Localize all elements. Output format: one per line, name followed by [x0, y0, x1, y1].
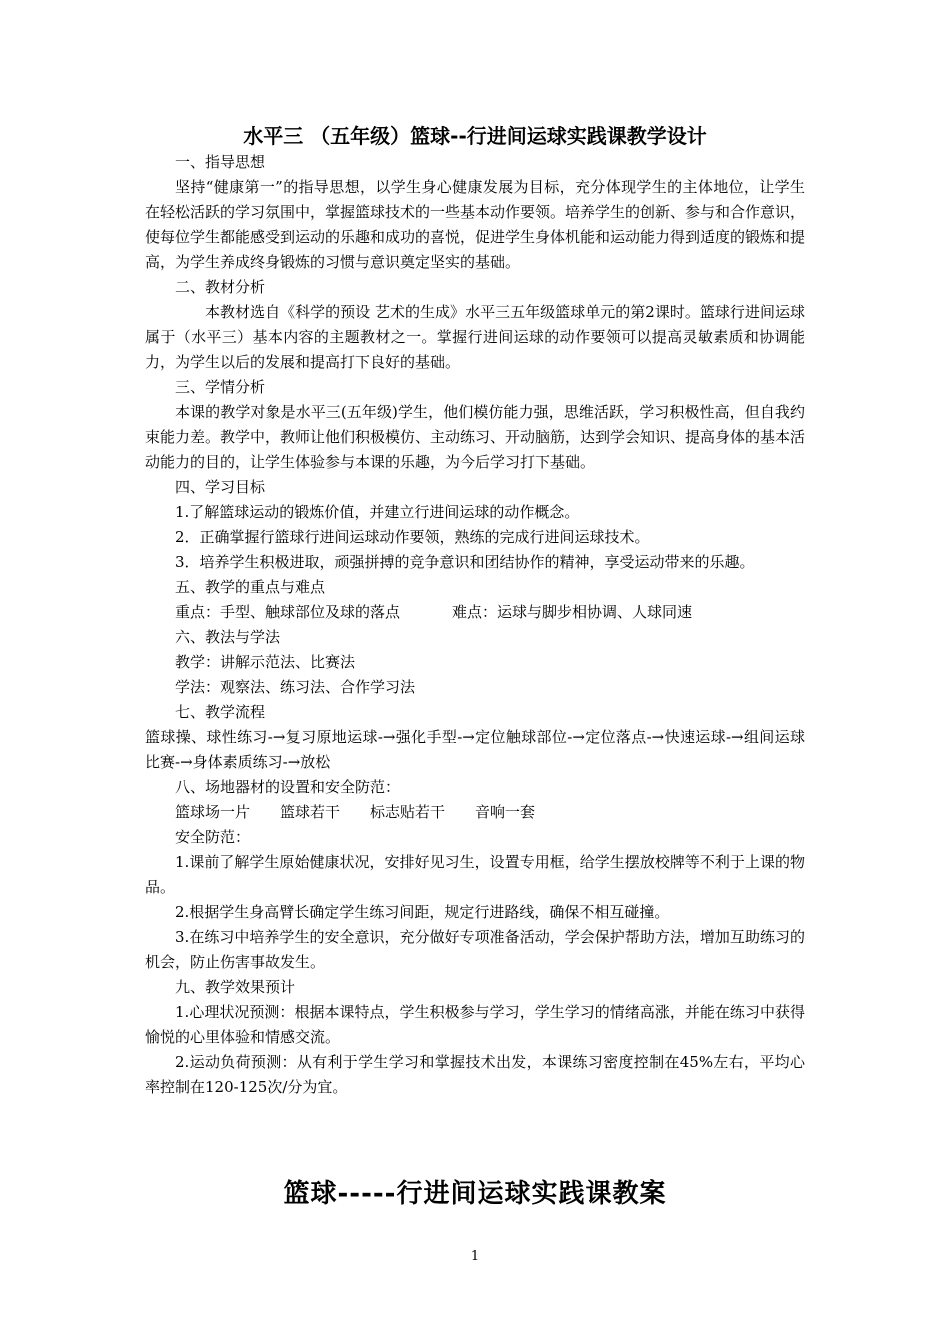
- section-heading-learning-goals: 四、学习目标: [175, 478, 266, 496]
- safety-item: 1.课前了解学生原始健康状况，安排好见习生，设置专用框，给学生摆放校牌等不利于上课的物品。: [145, 853, 805, 896]
- safety-item: 2.根据学生身高臂长确定学生练习间距，规定行进路线，确保不相互碰撞。: [175, 903, 670, 921]
- paragraph-material-analysis: 本教材选自《科学的预设 艺术的生成》水平三五年级篮球单元的第2课时。篮球行进间运球属于（水平三）基本内容的主题教材之一。掌握行进间运球的动作要领可以提高灵敏素质和协调能力，为学生以后的发展和提高打下良好的基础。: [145, 303, 805, 371]
- lesson-plan-title: 篮球-----行进间运球实践课教案: [283, 1179, 667, 1209]
- paragraph-student-analysis: 本课的教学对象是水平三(五年级)学生，他们模仿能力强，思维活跃，学习积极性高，但自我约束能力差。教学中，教师让他们积极模仿、主动练习、开动脑筋，达到学会知识、提高身体的基本活动能力的目的，让学生体验参与本课的乐趣，为今后学习打下基础。: [145, 403, 806, 471]
- section-heading-student-analysis: 三、学情分析: [175, 378, 266, 396]
- section-heading-expected-effect: 九、教学效果预计: [175, 978, 296, 996]
- teaching-method-text: 教学：讲解示范法、比赛法: [175, 653, 356, 671]
- section-heading-material-analysis: 二、教材分析: [175, 278, 266, 296]
- section-heading-key-points: 五、教学的重点与难点: [175, 578, 326, 596]
- teaching-process-flow: 篮球操、球性练习-→复习原地运球-→强化手型-→定位触球部位-→定位落点-→快速运球-→组间运球比赛-→身体素质练习-→放松: [145, 728, 805, 771]
- equipment-item: 音响一套: [475, 803, 536, 821]
- document-title: 水平三 （五年级）篮球--行进间运球实践课教学设计: [243, 124, 707, 148]
- equipment-list: [145, 800, 805, 825]
- document-body: [145, 150, 805, 1100]
- goal-item: 2．正确掌握行篮球行进间运球动作要领，熟练的完成行进间运球技术。: [175, 528, 650, 546]
- equipment-item: 篮球若干: [280, 803, 341, 821]
- section-heading-methods: 六、教法与学法: [175, 628, 281, 646]
- effect-item: 1.心理状况预测：根据本课特点，学生积极参与学习，学生学习的情绪高涨，并能在练习中获得愉悦的心里体验和情感交流。: [145, 1003, 805, 1046]
- section-heading-process: 七、教学流程: [175, 703, 266, 721]
- key-point-text: 重点：手型、触球部位及球的落点: [175, 603, 401, 621]
- safety-heading: 安全防范：: [175, 828, 251, 846]
- section-heading-guiding-thought: 一、指导思想: [175, 153, 266, 171]
- safety-item: 3.在练习中培养学生的安全意识，充分做好专项准备活动，学会保护帮助方法，增加互助练习的机会，防止伤害事故发生。: [145, 928, 805, 971]
- learning-method-text: 学法：观察法、练习法、合作学习法: [175, 678, 416, 696]
- section-heading-equipment-safety: 八、场地器材的设置和安全防范：: [175, 778, 401, 796]
- goal-item: 3．培养学生积极进取，顽强拼搏的竞争意识和团结协作的精神，享受运动带来的乐趣。: [175, 553, 755, 571]
- difficulty-text: 难点：运球与脚步相协调、人球同速: [452, 603, 693, 621]
- effect-item: 2.运动负荷预测：从有利于学生学习和掌握技术出发，本课练习密度控制在45%左右，平均心率控制在120-125次/分为宜。: [145, 1053, 805, 1096]
- page-number: 1: [470, 1249, 480, 1264]
- paragraph-guiding-thought: 坚持“健康第一”的指导思想，以学生身心健康发展为目标，充分体现学生的主体地位，让学生在轻松活跃的学习氛围中，掌握篮球技术的一些基本动作要领。培养学生的创新、参与和合作意识，使每位学生都能感受到运动的乐趣和成功的喜悦，促进学生身体机能和运动能力得到适度的锻炼和提高，为学生养成终身锻炼的习惯与意识奠定坚实的基础。: [145, 178, 806, 271]
- equipment-item: 标志贴若干: [370, 803, 446, 821]
- equipment-item: 篮球场一片: [175, 803, 251, 821]
- goal-item: 1.了解篮球运动的锻炼价值，并建立行进间运球的动作概念。: [175, 503, 580, 521]
- key-difficulty-line: [145, 600, 805, 625]
